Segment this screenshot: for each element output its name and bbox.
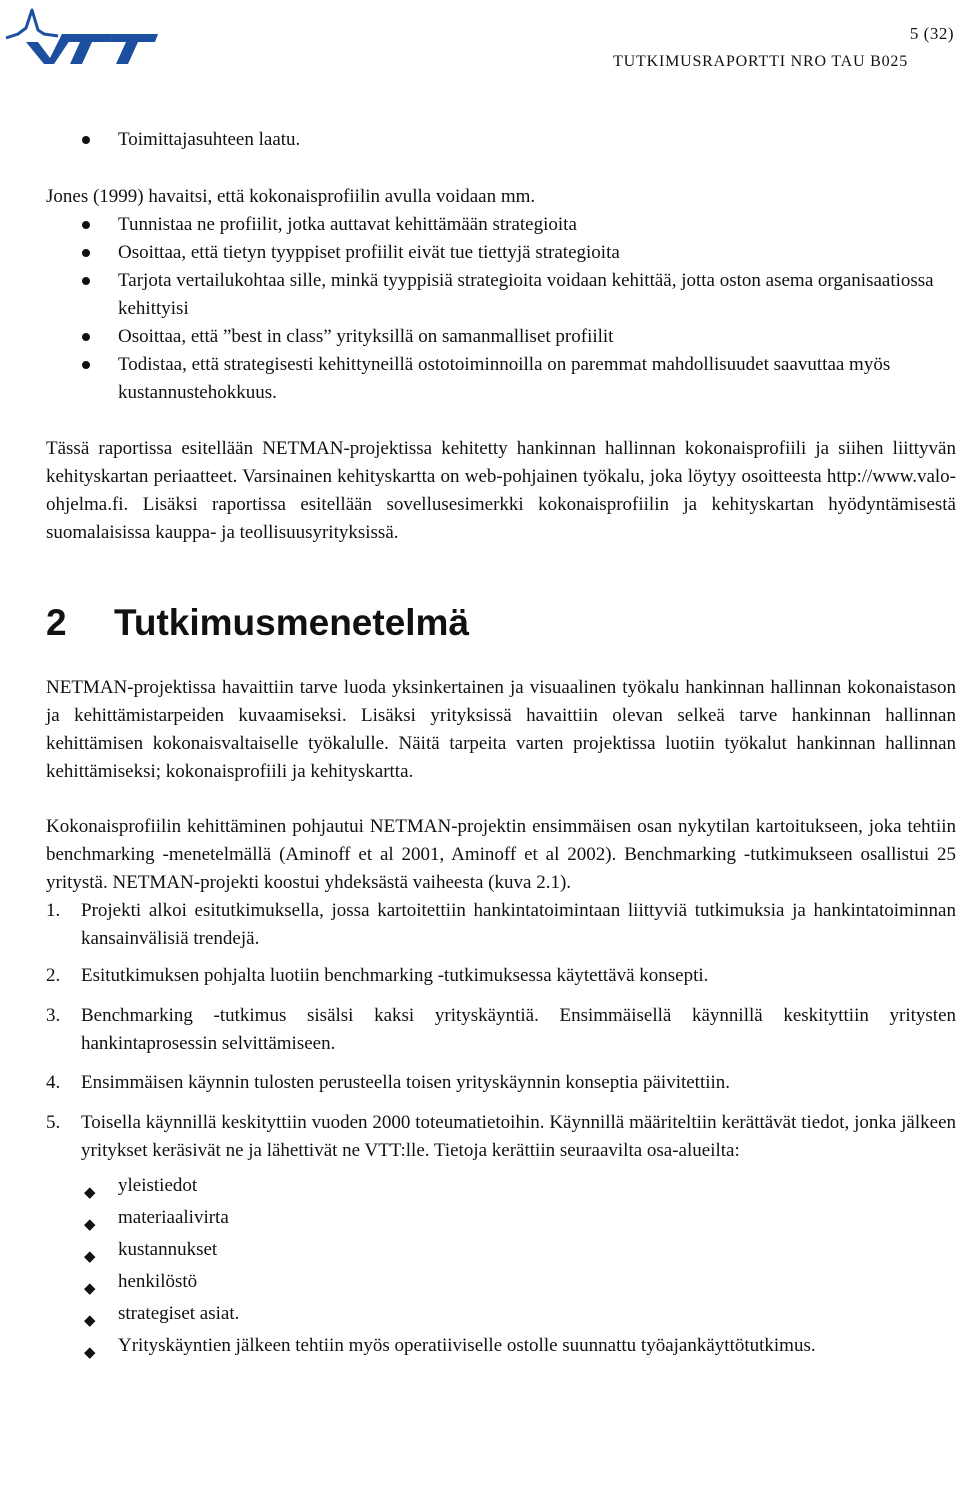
diamond-bullet-icon: ◆ xyxy=(84,1247,96,1265)
diamond-bullet-icon: ◆ xyxy=(84,1343,96,1361)
list-item-text: henkilöstö xyxy=(118,1271,198,1292)
report-paragraph: Tässä raportissa esitellään NETMAN-projektissa kehitetty hankinnan hallinnan kokonaisprofiili ja siihen liittyvän kehityskartan periaatteet. Varsinainen kehityskartta on web-pohjainen työkalu, joka löytyy osoitteesta http://www.valo-ohjelma.fi. Lisäksi raportissa esitellään sovellusesimerkki kokonaisprofiilin ja kehityskartan hyödyntämisestä suomalaisissa kauppa- ja teollisuusyrityksissä. xyxy=(46,438,956,543)
list-item: Toimittajasuhteen laatu. xyxy=(46,126,956,154)
list-item: Osoittaa, että tietyn tyyppiset profiilit eivät tue tiettyjä strategioita xyxy=(46,239,956,267)
list-item-text: kustannukset xyxy=(118,1239,218,1260)
step-text: Ensimmäisen käynnin tulosten perusteella toisen yrityskäynnin konseptia päivitettiin. xyxy=(81,1072,731,1093)
vtt-logo xyxy=(4,6,160,64)
diamond-bullet-icon: ◆ xyxy=(84,1311,96,1329)
report-id: TUTKIMUSRAPORTTI NRO TAU B025 xyxy=(613,53,908,70)
intro-bullet-list xyxy=(46,126,956,154)
data-areas-list xyxy=(46,1170,956,1362)
list-item xyxy=(46,1266,956,1298)
list-item xyxy=(46,1109,956,1165)
list-item xyxy=(46,1002,956,1058)
list-item-text: materiaalivirta xyxy=(118,1207,229,1228)
step-text: Projekti alkoi esitutkimuksella, jossa kartoitettiin hankintatoimintaan liittyviä tutkimuksia ja hankintatoiminnan kansainvälisiä trendejä. xyxy=(81,900,956,949)
list-item-text: yleistiedot xyxy=(118,1175,198,1196)
page-header xyxy=(0,0,960,80)
step-text: Toisella käynnillä keskityttiin vuoden 2000 toteumatietoihin. Käynnillä määriteltiin kerättävät tiedot, jonka jälkeen yritykset keräsivät ne ja lähettivät ne VTT:lle. Tietoja kerättiin seuraavilta osa-alueilta: xyxy=(81,1112,956,1161)
steps-list xyxy=(46,897,956,1165)
list-item xyxy=(46,1202,956,1234)
step-text: Benchmarking -tutkimus sisälsi kaksi yrityskäyntiä. Ensimmäisellä käynnillä keskityttiin yritysten hankintaprosessin selvittämiseen. xyxy=(81,1005,956,1054)
section-number: 2 xyxy=(46,602,67,643)
diamond-bullet-icon: ◆ xyxy=(84,1183,96,1201)
list-item xyxy=(46,1069,956,1097)
section-paragraph-1: NETMAN-projektissa havaittiin tarve luoda yksinkertainen ja visuaalinen työkalu hankinnan hallinnan kokonaistason ja kehittämistarpeiden kuvaamiseksi. Lisäksi yrityksissä havaittiin olevan selkeä tarve hankinnan hallinnan kehittämisen kokonaisvaltaiselle työkalulle. Näitä tarpeita varten projektissa luotiin työkalut hankinnan hallinnan kehittämiseksi; kokonaisprofiili ja kehityskartta. xyxy=(46,677,956,782)
jones-intro: Jones (1999) havaitsi, että kokonaisprofiilin avulla voidaan mm. xyxy=(46,186,536,207)
list-item-text: Yrityskäyntien jälkeen tehtiin myös operatiiviselle ostolle suunnattu työajankäyttötutkimus. xyxy=(118,1335,816,1356)
list-item: Tarjota vertailukohtaa sille, minkä tyyppisiä strategioita voidaan kehittää, jotta oston asema organisaatiossa kehittyisi xyxy=(46,267,956,323)
section-paragraph-2: Kokonaisprofiilin kehittäminen pohjautui NETMAN-projektin ensimmäisen osan nykytilan kartoitukseen, joka tehtiin benchmarking -menetelmällä (Aminoff et al 2001, Aminoff et al 2002). Benchmarking -tutkimukseen osallistui 25 yritystä. NETMAN-projekti koostui yhdeksästä vaiheesta (kuva 2.1). xyxy=(46,816,956,893)
jones-bullet-list xyxy=(46,211,956,407)
step-number: 3. xyxy=(46,1005,61,1026)
section-heading xyxy=(46,601,956,645)
list-item: Todistaa, että strategisesti kehittyneillä ostotoiminnoilla on paremmat mahdollisuudet saavuttaa myös kustannustehokkuus. xyxy=(46,351,956,407)
step-text: Esitutkimuksen pohjalta luotiin benchmarking -tutkimuksessa käytettävä konsepti. xyxy=(81,965,709,986)
list-item xyxy=(46,897,956,953)
list-item xyxy=(46,1234,956,1266)
diamond-bullet-icon: ◆ xyxy=(84,1279,96,1297)
list-item xyxy=(46,1330,956,1362)
step-number: 1. xyxy=(46,900,61,921)
list-item-text: strategiset asiat. xyxy=(118,1303,240,1324)
step-number: 2. xyxy=(46,965,61,986)
list-item: Tunnistaa ne profiilit, jotka auttavat kehittämään strategioita xyxy=(46,211,956,239)
page-number: 5 (32) xyxy=(909,24,954,43)
diamond-bullet-icon: ◆ xyxy=(84,1215,96,1233)
list-item: Osoittaa, että ”best in class” yrityksillä on samanmalliset profiilit xyxy=(46,323,956,351)
list-item xyxy=(46,1298,956,1330)
list-item xyxy=(46,1170,956,1202)
step-number: 5. xyxy=(46,1112,61,1133)
list-item xyxy=(46,962,956,990)
document-body xyxy=(46,126,956,1362)
section-title: Tutkimusmenetelmä xyxy=(114,602,470,643)
step-number: 4. xyxy=(46,1072,61,1093)
